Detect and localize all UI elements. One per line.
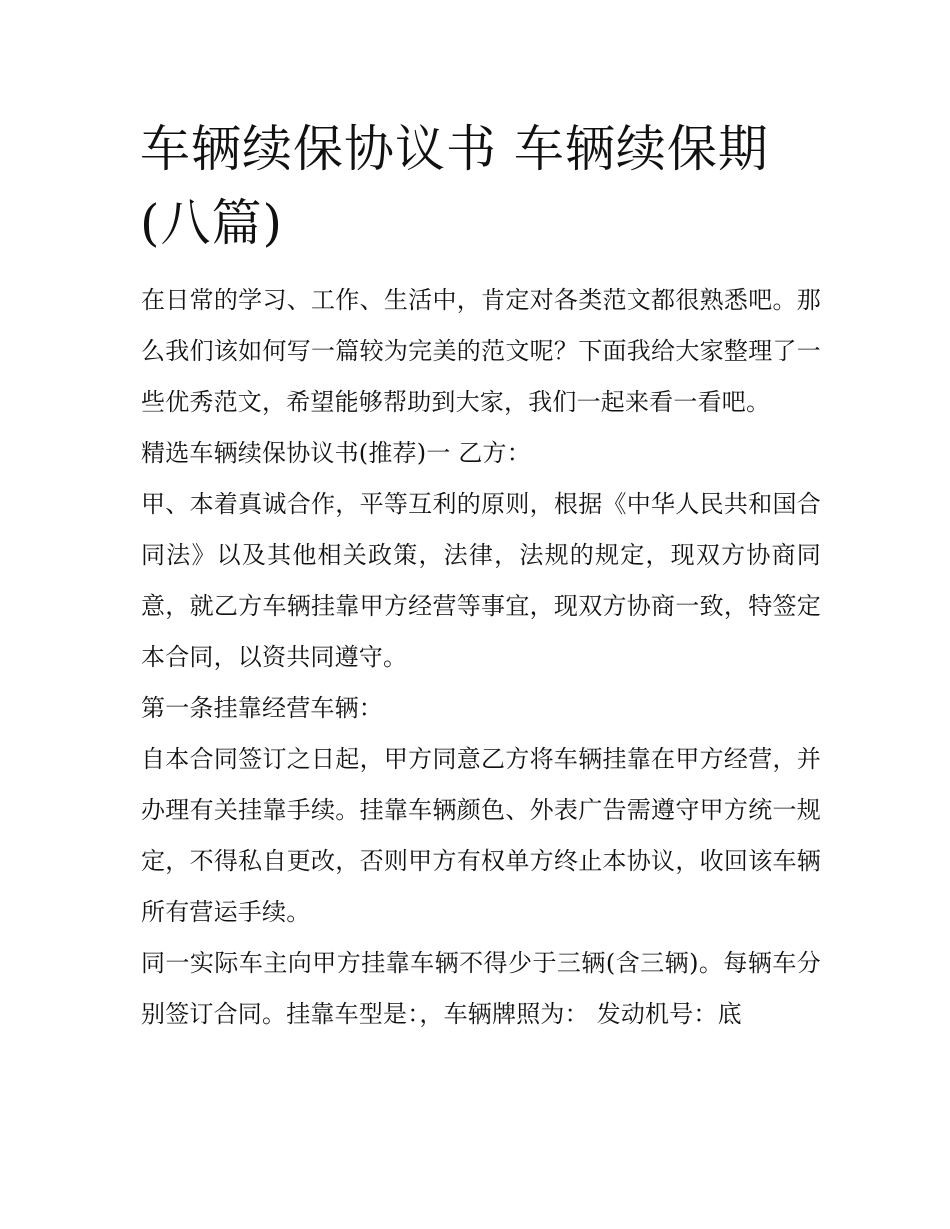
paragraph-section-heading: 精选车辆续保协议书(推荐)一 乙方： <box>141 439 531 467</box>
document-body <box>141 275 821 1040</box>
paragraph-principle: 甲、本着真诚合作，平等互利的原则，根据《中华人民共和国合同法》以及其他相关政策，法律，法规的规定，现双方协商同意，就乙方车辆挂靠甲方经营等事宜，现双方协商一致，特签定本合同，以资共同遵守。 <box>141 490 821 671</box>
paragraph-article-one-body: 自本合同签订之日起，甲方同意乙方将车辆挂靠在甲方经营，并办理有关挂靠手续。挂靠车辆颜色、外表广告需遵守甲方统一规定，不得私自更改，否则甲方有权单方终止本协议，收回该车辆所有营运手续。 <box>141 745 821 926</box>
document-title: 车辆续保协议书 车辆续保期(八篇) <box>140 120 769 252</box>
paragraph-vehicle-details: 同一实际车主向甲方挂靠车辆不得少于三辆(含三辆)。每辆车分别签订合同。挂靠车型是：，车辆牌照为： 发动机号：底 <box>141 949 821 1028</box>
paragraph-article-one-heading: 第一条挂靠经营车辆： <box>141 694 383 722</box>
paragraph-intro: 在日常的学习、工作、生活中，肯定对各类范文都很熟悉吧。那么我们该如何写一篇较为完美的范文呢？下面我给大家整理了一些优秀范文，希望能够帮助到大家，我们一起来看一看吧。 <box>141 286 821 416</box>
